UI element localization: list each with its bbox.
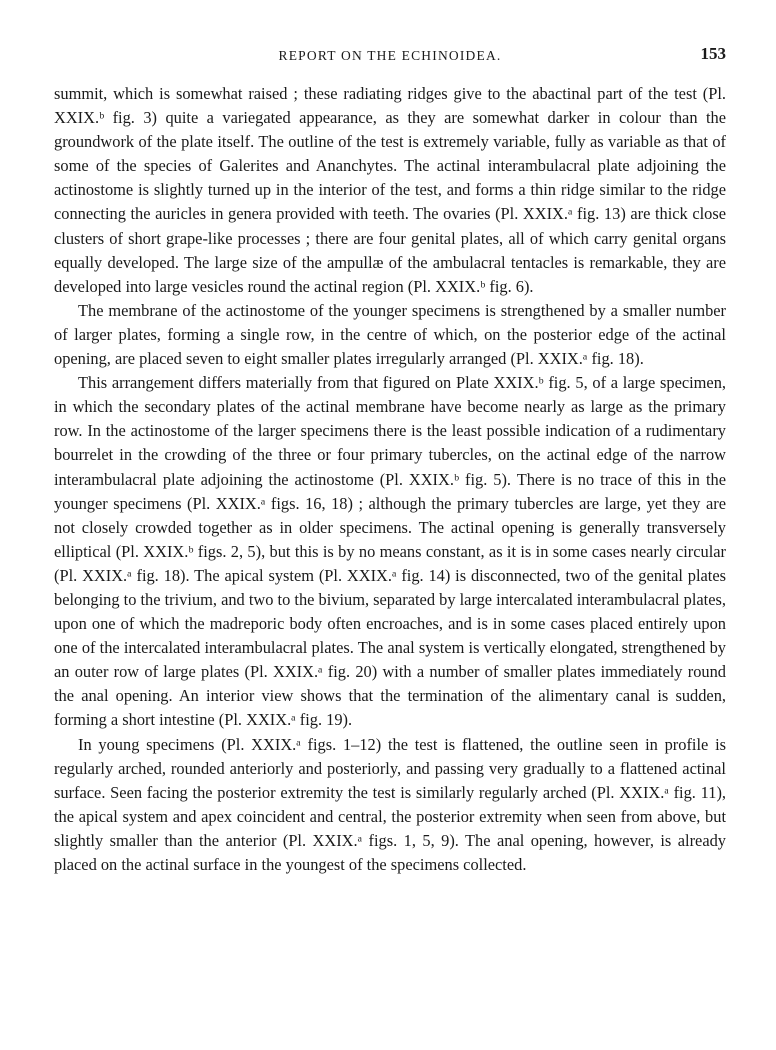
paragraph-2: The membrane of the actinostome of the younger specimens is strengthened by a smaller number of larger plates, forming a single row, in the centre of which, on the posterior edge of the actinal opening, are placed seven to eight smaller plates irregularly arranged (Pl. XXIX.ᵃ fig. 18). (54, 300, 726, 369)
paragraph-4: In young specimens (Pl. XXIX.ᵃ figs. 1–12) the test is flattened, the outline seen in profile is regularly arched, rounded anteriorly and posteriorly, and passing very gradually to a flattened actinal surface. Seen facing the posterior extremity the test is similarly regularly arched (Pl. XXIX.ᵃ fig. 11), the apical system and apex coincident and central, the posterior extremity when seen from above, but slightly smaller than the anterior (Pl. XXIX.ᵃ figs. 1, 5, 9). The anal opening, however, is already placed on the actinal surface in the youngest of the specimens collected. (54, 734, 726, 874)
page-header (54, 44, 726, 72)
paragraph-1: summit, which is somewhat raised ; these radiating ridges give to the abactinal part of the test (Pl. XXIX.ᵇ fig. 3) quite a variegated appearance, as they are somewhat darker in colour than the groundwork of the plate itself. The outline of the test is extremely variable, fully as variable as that of some of the species of Galerites and Ananchytes. The actinal interambulacral plate adjoining the actinostome is slightly turned up in the interior of the test, and forms a thin ridge similar to the ridge connecting the auricles in genera provided with teeth. The ovaries (Pl. XXIX.ᵃ fig. 13) are thick close clusters of short grape-like processes ; there are four genital plates, all of which carry genital organs equally developed. The large size of the ampullæ of the ambulacral tentacles is remarkable, they are developed into large vesicles round the actinal region (Pl. XXIX.ᵇ fig. 6). (54, 84, 726, 296)
page-number: 153 (700, 44, 726, 63)
page (54, 44, 726, 877)
body-text (54, 82, 726, 877)
paragraph-3: This arrangement differs materially from that figured on Plate XXIX.ᵇ fig. 5, of a large specimen, in which the secondary plates of the actinal membrane have become nearly as large as the primary row. In the actinostome of the larger specimens there is the least possible indication of a rudimentary bourrelet in the crowding of the three or four primary tubercles, on the actinal edge of the narrow interambulacral plate adjoining the actinostome (Pl. XXIX.ᵇ fig. 5). There is no trace of this in the younger specimens (Pl. XXIX.ᵃ figs. 16, 18) ; although the primary tubercles are large, yet they are not closely crowded together as in older specimens. The actinal opening is generally transversely elliptical (Pl. XXIX.ᵇ figs. 2, 5), but this is by no means constant, as it is in some cases nearly circular (Pl. XXIX.ᵃ fig. 18). The apical system (Pl. XXIX.ᵃ fig. 14) is disconnected, two of the genital plates belonging to the trivium, and two to the bivium, separated by large intercalated interambulacral plates, upon one of which the madreporic body often encroaches, and is in some cases placed entirely upon one of the intercalated interambulacral plates. The anal system is vertically elongated, strengthened by an outer row of large plates (Pl. XXIX.ᵃ fig. 20) with a number of smaller plates immediately round the anal opening. An interior view shows that the termination of the alimentary canal is sudden, forming a short intestine (Pl. XXIX.ᵃ fig. 19). (54, 373, 726, 730)
running-title: REPORT ON THE ECHINOIDEA. (278, 48, 502, 63)
